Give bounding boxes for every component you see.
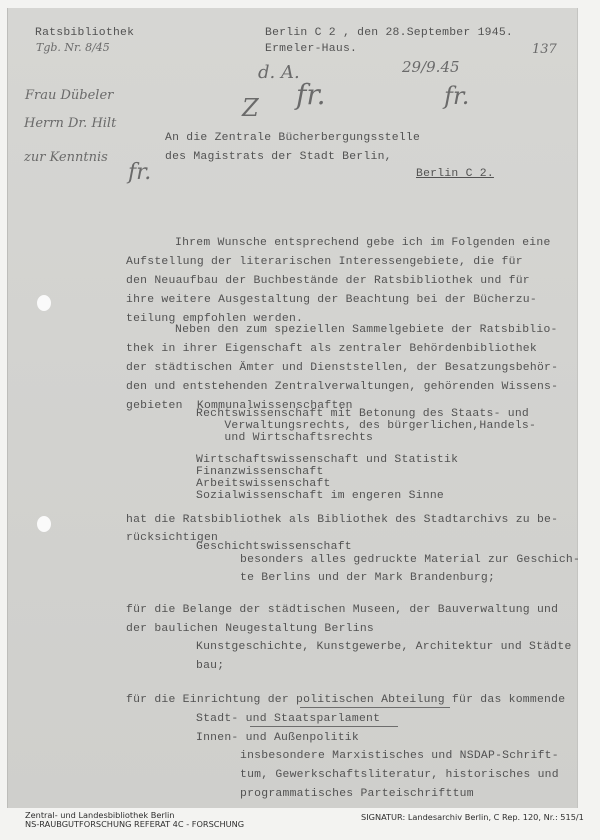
- text-line: Ihrem Wunsche entsprechend gebe ich im Folgenden eine: [175, 237, 551, 249]
- text-line: Neben den zum speziellen Sammelgebiete der Ratsbiblio-: [175, 324, 558, 336]
- handwritten-note-kenntnis: zur Kenntnis: [24, 150, 108, 165]
- pencil-underline: [250, 726, 398, 727]
- text-line: thek in ihrer Eigenschaft als zentraler Behördenbibliothek: [126, 343, 537, 355]
- punch-hole-bottom: [37, 516, 51, 532]
- subject-item: und Wirtschaftsrechts: [196, 432, 374, 444]
- handwritten-initials-center: fr.: [296, 78, 326, 111]
- text-line: den und entstehenden Zentralverwaltungen, gehörenden Wissens-: [126, 381, 559, 393]
- handwritten-da-note: d. A.: [258, 62, 300, 83]
- subject-heading-history: Geschichtswissenschaft: [196, 541, 352, 553]
- text-line: ihre weitere Ausgestaltung der Beachtung bei der Bücherzu-: [126, 294, 537, 306]
- text-line: Aufstellung der literarischen Interessengebiete, die für: [126, 256, 523, 268]
- journal-number-note: Tgb. Nr. 8/45: [36, 41, 110, 54]
- text-line: te Berlins und der Mark Brandenburg;: [240, 572, 496, 584]
- sender-name: Ratsbibliothek: [35, 27, 135, 39]
- text-line: Innen- und Außenpolitik: [196, 732, 359, 744]
- handwritten-note-frau: Frau Dübeler: [25, 88, 114, 103]
- text-line: bau;: [196, 660, 225, 672]
- text-line: für die Einrichtung der politischen Abteilung für das kommende: [126, 694, 566, 706]
- pencil-underline: [300, 707, 450, 708]
- text-line: rücksichtigen: [126, 532, 219, 544]
- recipient-line-2: des Magistrats der Stadt Berlin,: [165, 151, 392, 163]
- folio-number: 137: [532, 42, 557, 57]
- text-line: besonders alles gedruckte Material zur Geschich-: [240, 554, 581, 566]
- subject-item: Arbeitswissenschaft: [196, 478, 331, 490]
- handwritten-initials-right: fr.: [444, 82, 470, 110]
- text-line: programmatisches Parteischrifttum: [240, 788, 474, 800]
- handwritten-date-stamp: 29/9.45: [402, 58, 460, 76]
- text-line: teilung empfohlen werden.: [126, 313, 304, 325]
- text-line: für die Belange der städtischen Museen, der Bauverwaltung und: [126, 604, 559, 616]
- text-line: insbesondere Marxistisches und NSDAP-Schrift-: [240, 750, 559, 762]
- footer-institution-line-2: NS-RAUBGUTFORSCHUNG REFERAT 4C - FORSCHUNG: [25, 819, 245, 829]
- place-date: Berlin C 2 , den 28.September 1945.: [265, 27, 513, 39]
- text-line: der baulichen Neugestaltung Berlins: [126, 623, 374, 635]
- text-line: gebieten Kommunalwissenschaften: [126, 400, 353, 412]
- subject-item: Rechtswissenschaft mit Betonung des Staats- und: [196, 408, 530, 420]
- punch-hole-top: [37, 295, 51, 311]
- text-line: der städtischen Ämter und Dienststellen, der Besatzungsbehör-: [126, 362, 559, 374]
- handwritten-initials-left: fr.: [128, 160, 152, 185]
- handwritten-note-herrn: Herrn Dr. Hilt: [24, 116, 117, 131]
- subject-item: Finanzwissenschaft: [196, 466, 324, 478]
- handwritten-mark-z: Z: [242, 94, 259, 122]
- subject-item: Verwaltungsrechts, des bürgerlichen,Handels-: [196, 420, 537, 432]
- text-line: tum, Gewerkschaftsliteratur, historisches und: [240, 769, 559, 781]
- text-line: hat die Ratsbibliothek als Bibliothek des Stadtarchivs zu be-: [126, 514, 559, 526]
- footer-signature: SIGNATUR: Landesarchiv Berlin, C Rep. 120, Nr.: 515/1: [361, 812, 584, 822]
- building-name: Ermeler-Haus.: [265, 43, 358, 55]
- text-line: Stadt- und Staatsparlament: [196, 713, 381, 725]
- subject-item: Wirtschaftswissenschaft und Statistik: [196, 454, 459, 466]
- recipient-line-1: An die Zentrale Bücherbergungsstelle: [165, 132, 421, 144]
- recipient-city: Berlin C 2.: [416, 168, 494, 180]
- text-line: Kunstgeschichte, Kunstgewerbe, Architektur und Städte: [196, 641, 572, 653]
- subject-item: Sozialwissenschaft im engeren Sinne: [196, 490, 444, 502]
- footer-institution-line-1: Zentral- und Landesbibliothek Berlin: [25, 810, 175, 820]
- text-line: den Neuaufbau der Buchbestände der Ratsbibliothek und für: [126, 275, 530, 287]
